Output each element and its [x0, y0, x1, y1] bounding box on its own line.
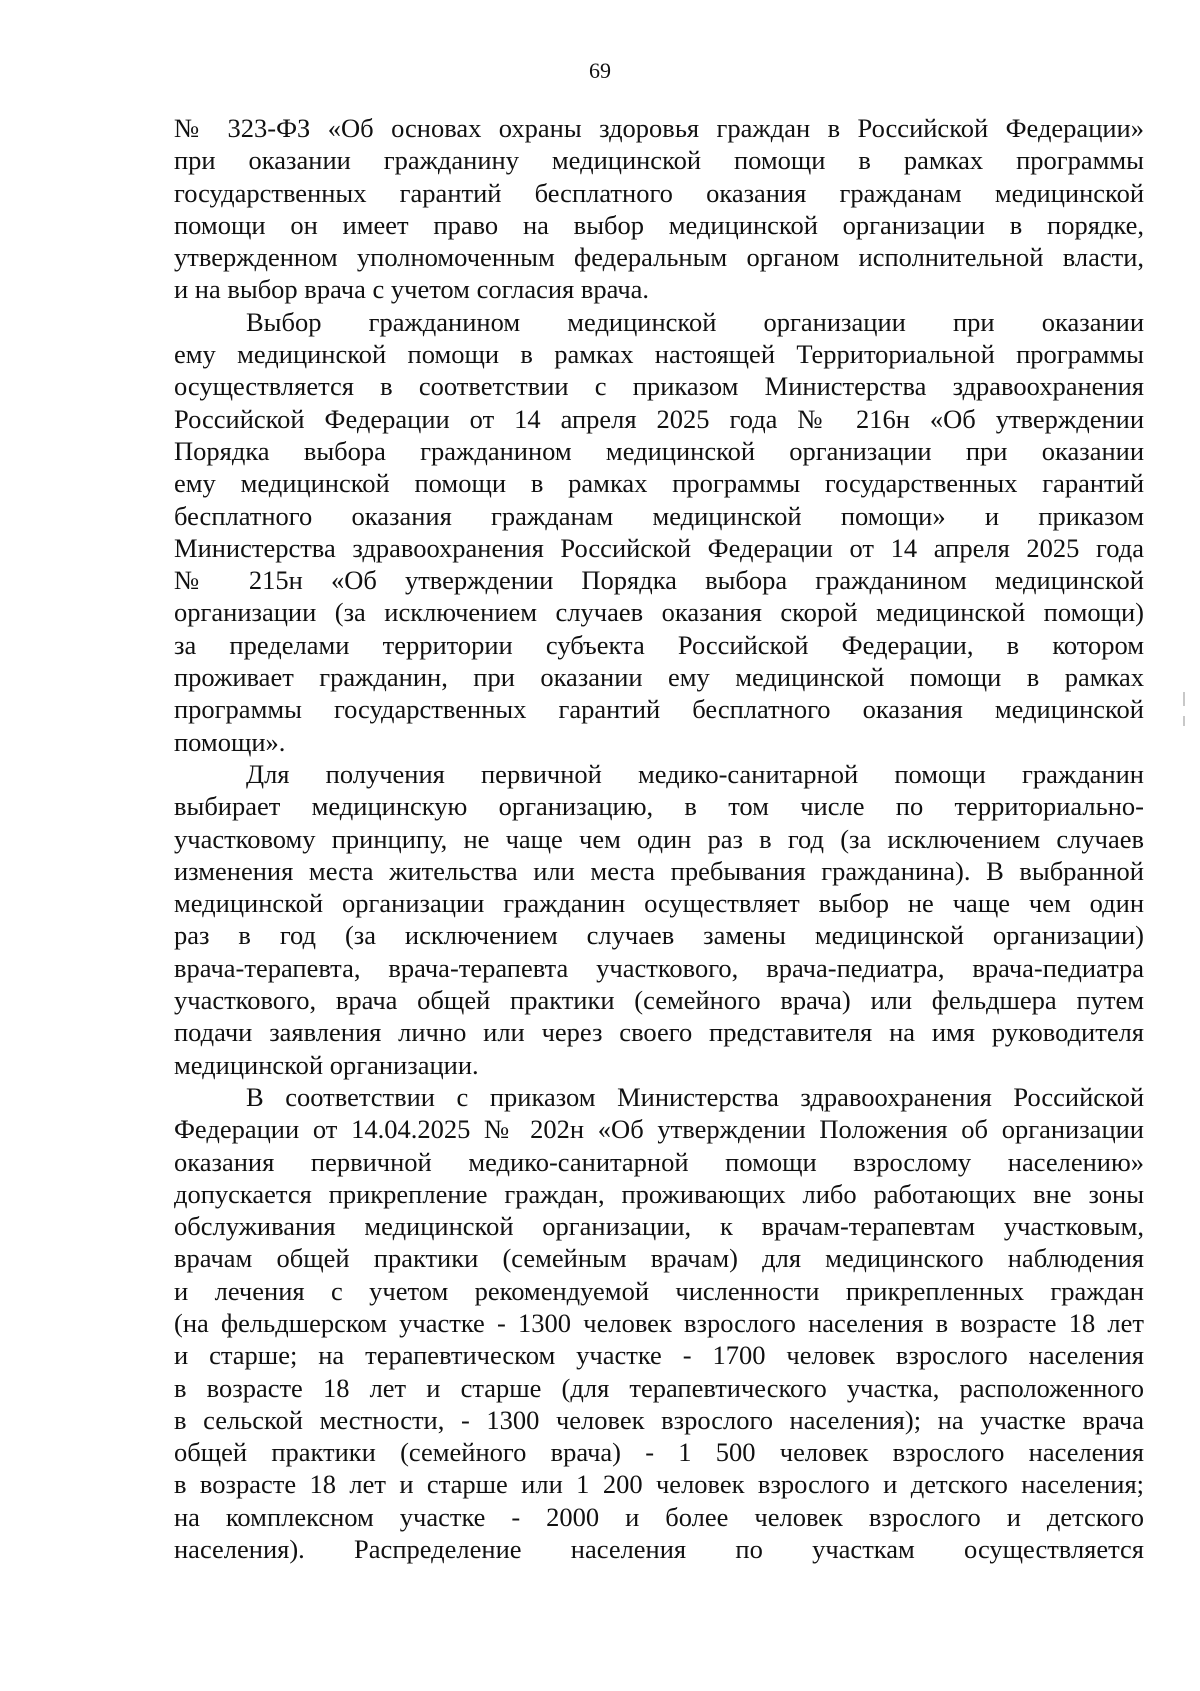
scan-margin-mark	[1183, 716, 1185, 726]
text-line: осуществляется в соответствии с приказом Министерства здравоохранения	[174, 371, 1144, 402]
text-line: медицинской организации гражданин осуществляет выбор не чаще чем один	[174, 888, 1144, 919]
text-line: раз в год (за исключением случаев замены медицинской организации)	[174, 920, 1144, 951]
document-body	[174, 112, 1144, 1565]
text-line: Для получения первичной медико-санитарной помощи гражданин	[246, 758, 1144, 789]
text-line: Министерства здравоохранения Российской Федерации от 14 апреля 2025 года	[174, 532, 1144, 563]
text-line: Федерации от 14.04.2025 № 202н «Об утверждении Положения об организации	[174, 1114, 1144, 1145]
text-line: оказания первичной медико-санитарной помощи взрослому населению»	[174, 1146, 1144, 1177]
page-number: 69	[589, 58, 611, 83]
text-line: участкового, врача общей практики (семейного врача) или фельдшера путем	[174, 985, 1144, 1016]
text-line: ему медицинской помощи в рамках программы государственных гарантий	[174, 468, 1144, 499]
text-line: организации (за исключением случаев оказания скорой медицинской помощи)	[174, 597, 1144, 628]
text-line: населения). Распределение населения по участкам осуществляется	[174, 1534, 1144, 1565]
text-line: помощи».	[174, 726, 286, 757]
text-line: выбирает медицинскую организацию, в том числе по территориально-	[174, 791, 1144, 822]
paragraph	[174, 306, 1144, 758]
text-line: Российской Федерации от 14 апреля 2025 года № 216н «Об утверждении	[174, 403, 1144, 434]
text-line: и старше; на терапевтическом участке - 1700 человек взрослого населения	[174, 1340, 1144, 1371]
text-line: в возрасте 18 лет и старше (для терапевтического участка, расположенного	[174, 1372, 1144, 1403]
paragraph	[174, 1081, 1144, 1565]
text-line: врача-терапевта, врача-терапевта участкового, врача-педиатра, врача-педиатра	[174, 952, 1144, 983]
text-line: при оказании гражданину медицинской помощи в рамках программы	[174, 145, 1144, 176]
text-line: общей практики (семейного врача) - 1 500 человек взрослого населения	[174, 1437, 1144, 1468]
text-line: помощи он имеет право на выбор медицинской организации в порядке,	[174, 209, 1144, 240]
text-line: В соответствии с приказом Министерства здравоохранения Российской	[246, 1081, 1144, 1112]
text-line: медицинской организации.	[174, 1049, 479, 1080]
text-line: ему медицинской помощи в рамках настоящей Территориальной программы	[174, 339, 1144, 370]
text-line: и лечения с учетом рекомендуемой численности прикрепленных граждан	[174, 1275, 1144, 1306]
text-line: бесплатного оказания гражданам медицинской помощи» и приказом	[174, 500, 1144, 531]
paragraph	[174, 112, 1144, 306]
scan-margin-mark	[1183, 692, 1185, 706]
text-line: в сельской местности, - 1300 человек взрослого населения); на участке врача	[174, 1404, 1144, 1435]
text-line: врачам общей практики (семейным врачам) для медицинского наблюдения	[174, 1243, 1144, 1274]
text-line: Выбор гражданином медицинской организации при оказании	[246, 306, 1144, 337]
text-line: проживает гражданин, при оказании ему медицинской помощи в рамках	[174, 662, 1144, 693]
text-line: № 323-ФЗ «Об основах охраны здоровья граждан в Российской Федерации»	[174, 113, 1144, 143]
text-line: государственных гарантий бесплатного оказания гражданам медицинской	[174, 177, 1144, 208]
text-line: и на выбор врача с учетом согласия врача.	[174, 274, 650, 305]
text-line: изменения места жительства или места пребывания гражданина). В выбранной	[174, 855, 1144, 886]
text-line: на комплексном участке - 2000 и более человек взрослого и детского	[174, 1501, 1144, 1532]
text-line: утвержденном уполномоченным федеральным органом исполнительной власти,	[174, 242, 1144, 273]
text-line: (на фельдшерском участке - 1300 человек взрослого населения в возрасте 18 лет	[174, 1307, 1144, 1338]
text-line: подачи заявления лично или через своего представителя на имя руководителя	[174, 1017, 1144, 1048]
text-line: участковому принципу, не чаще чем один раз в год (за исключением случаев	[174, 823, 1144, 854]
text-line: № 215н «Об утверждении Порядка выбора гражданином медицинской	[174, 565, 1144, 596]
text-line: программы государственных гарантий бесплатного оказания медицинской	[174, 694, 1144, 725]
text-line: допускается прикрепление граждан, проживающих либо работающих вне зоны	[174, 1178, 1144, 1209]
paragraph	[174, 758, 1144, 1081]
text-line: за пределами территории субъекта Российской Федерации, в котором	[174, 629, 1144, 660]
text-line: обслуживания медицинской организации, к врачам-терапевтам участковым,	[174, 1211, 1144, 1242]
text-line: Порядка выбора гражданином медицинской организации при оказании	[174, 435, 1144, 466]
text-line: в возрасте 18 лет и старше или 1 200 человек взрослого и детского населения;	[174, 1469, 1144, 1500]
